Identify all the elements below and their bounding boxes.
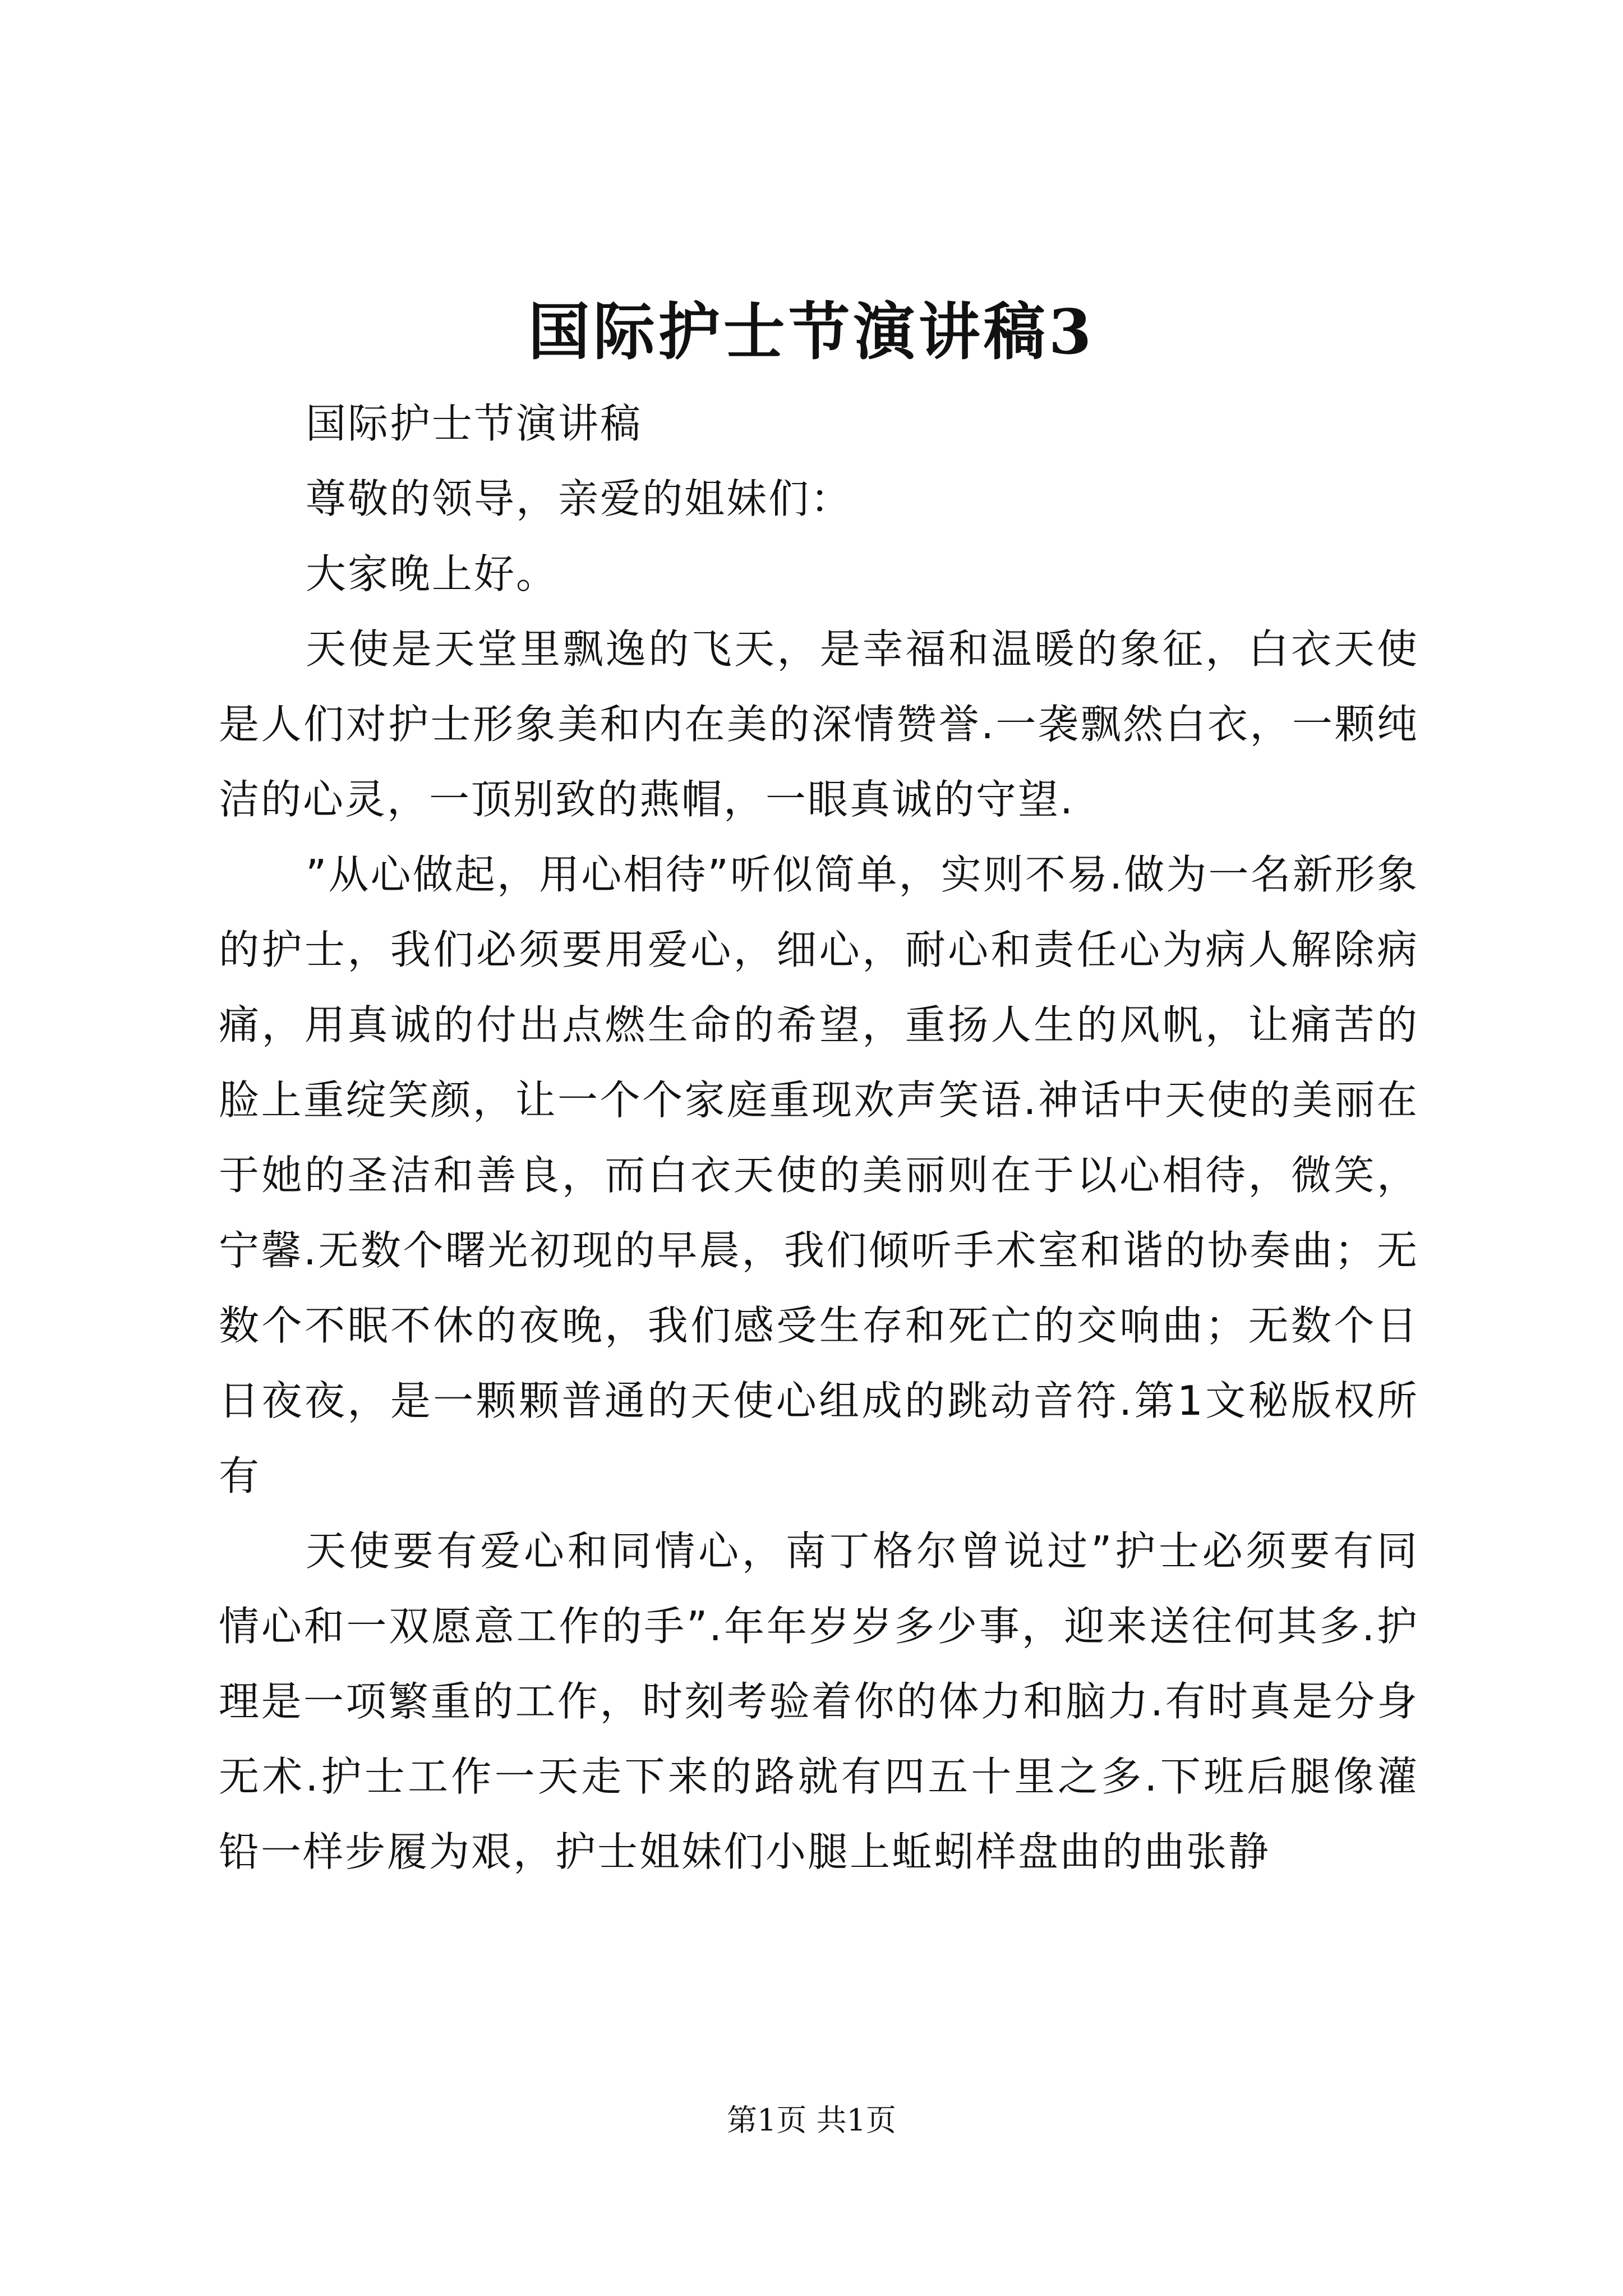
paragraph-salutation: 尊敬的领导，亲爱的姐妹们： — [306, 475, 853, 522]
document-body — [219, 386, 1419, 1889]
paragraph-body: ”从心做起，用心相待”听似简单，实则不易.做为一名新形象的护士，我们必须要用爱心，细心，耐心和责任心为病人解除病痛，用真诚的付出点燃生命的希望，重扬人生的风帆，让痛苦的脸上重绽笑颜，让一个个家庭重现欢声笑语.神话中天使的美丽在于她的圣洁和善良，而白衣天使的美丽则在于以心相待，微笑，宁馨.无数个曙光初现的早晨，我们倾听手术室和谐的协奏曲；无数个不眠不休的夜晚，我们感受生存和死亡的交响曲；无数个日日夜夜，是一颗颗普通的天使心组成的跳动音符.第1文秘版权所有 — [219, 851, 1419, 1499]
paragraph-subtitle: 国际护士节演讲稿 — [306, 400, 643, 447]
document-title: 国际护士节演讲稿3 — [528, 296, 1095, 368]
paragraph-greeting: 大家晚上好。 — [306, 550, 559, 597]
page-number-footer: 第1页 共1页 — [727, 2102, 896, 2138]
paragraph-body: 天使要有爱心和同情心，南丁格尔曾说过”护士必须要有同情心和一双愿意工作的手”.年年岁岁多少事，迎来送往何其多.护理是一项繁重的工作，时刻考验着你的体力和脑力.有时真是分身无术.护士工作一天走下来的路就有四五十里之多.下班后腿像灌铅一样步履为艰，护士姐妹们小腿上蚯蚓样盘曲的曲张静 — [219, 1527, 1419, 1875]
paragraph-body: 天使是天堂里飘逸的飞天，是幸福和温暖的象征，白衣天使是人们对护士形象美和内在美的深情赞誉.一袭飘然白衣，一颗纯洁的心灵，一顶别致的燕帽，一眼真诚的守望. — [219, 625, 1419, 823]
